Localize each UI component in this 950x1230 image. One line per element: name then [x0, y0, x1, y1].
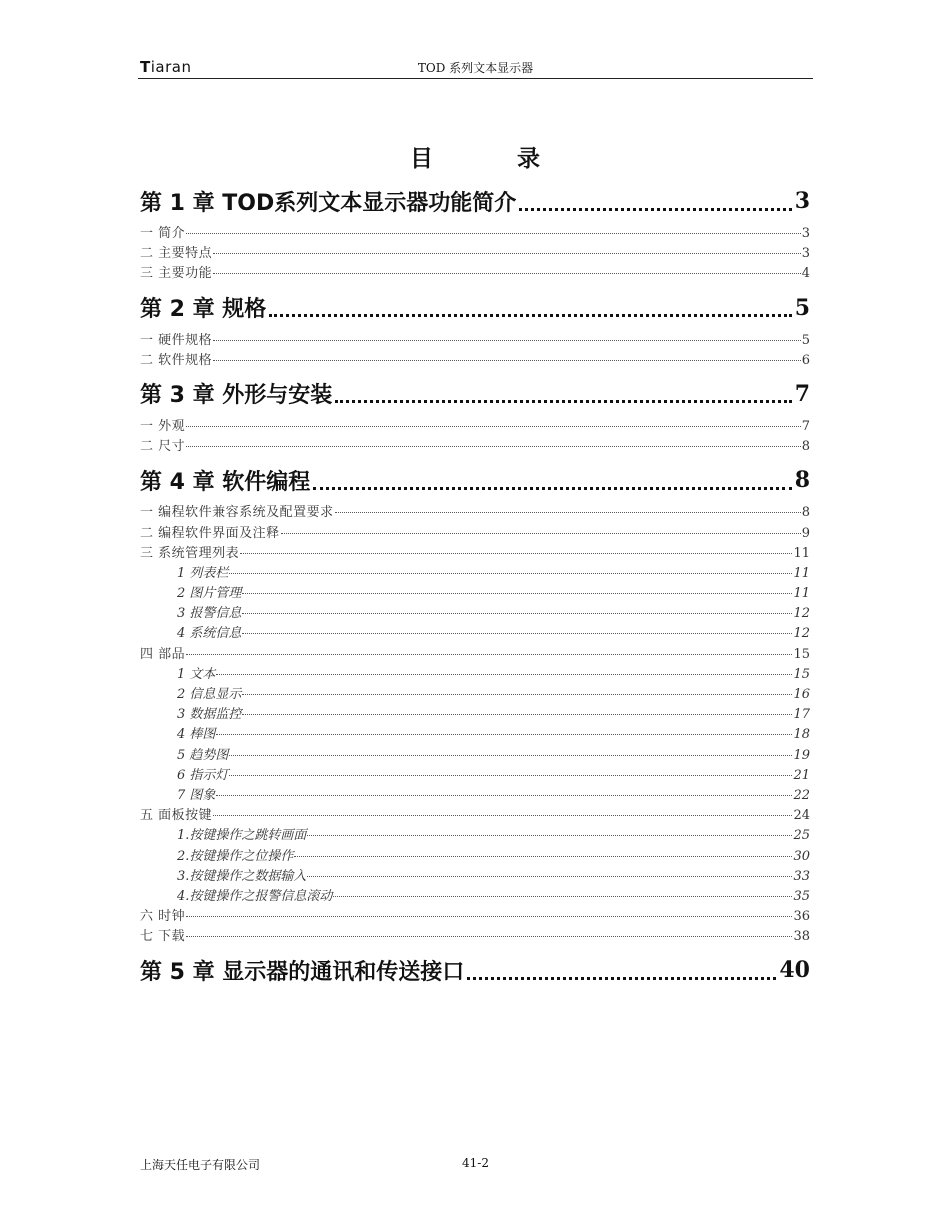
dot-leader [216, 795, 792, 796]
toc-entry-chapter[interactable] [140, 287, 810, 329]
dot-leader [216, 674, 792, 675]
toc-entry-label: 二 尺寸 [140, 439, 186, 455]
toc-entry-label: 一 简介 [140, 226, 186, 241]
toc-entry-sub[interactable] [140, 824, 810, 844]
toc-entry-page: 17 [793, 707, 810, 723]
toc-entry-label: 3 数据监控 [177, 707, 242, 723]
dot-leader [186, 446, 801, 447]
dot-leader [240, 553, 792, 554]
toc-entry-page: 6 [801, 352, 810, 368]
toc-entry-page: 33 [793, 868, 810, 884]
toc-entry-page: 30 [793, 848, 810, 864]
toc-entry-section[interactable] [140, 262, 810, 282]
company-logo: Tiaran [140, 58, 192, 76]
toc-entry-section[interactable] [140, 925, 810, 945]
toc-entry-page: 11 [793, 545, 810, 561]
toc-entry-page: 7 [801, 418, 810, 434]
toc-entry-page: 21 [793, 767, 810, 783]
toc-entry-label: 1.按键操作之跳转画面 [177, 828, 307, 844]
toc-entry-page: 11 [793, 565, 810, 581]
toc-entry-sub[interactable] [140, 764, 810, 784]
toc-entry-label: 一 编程软件兼容系统及配置要求 [140, 505, 334, 521]
toc-entry-page: 38 [793, 929, 810, 945]
toc-entry-page: 15 [793, 646, 810, 662]
dot-leader [307, 876, 792, 877]
toc-entry-section[interactable] [140, 435, 810, 455]
toc-entry-sub[interactable] [140, 845, 810, 865]
toc-entry-page: 11 [793, 586, 810, 602]
toc-entry-section[interactable] [140, 643, 810, 663]
toc-entry-label: 四 部品 [140, 646, 186, 662]
toc-entry-chapter[interactable] [140, 373, 810, 415]
dot-leader [242, 613, 792, 614]
toc-entry-label: 1 文本 [177, 666, 216, 682]
toc-entry-label: 二 编程软件界面及注释 [140, 525, 280, 541]
dot-leader [242, 593, 792, 594]
toc-entry-label: 2 图片管理 [177, 586, 242, 602]
toc-entry-label: 三 主要功能 [140, 266, 213, 282]
toc-entry-section[interactable] [140, 905, 810, 925]
toc-entry-page: 8 [794, 467, 810, 494]
dot-leader [229, 775, 792, 776]
dot-leader [307, 835, 792, 836]
toc-entry-chapter[interactable] [140, 949, 810, 991]
dot-leader [313, 487, 791, 490]
dot-leader [216, 734, 792, 735]
toc-entry-section[interactable] [140, 501, 810, 521]
toc-entry-page: 5 [794, 294, 810, 321]
toc-entry-sub[interactable] [140, 562, 810, 582]
dot-leader [467, 977, 776, 980]
toc-entry-label: 3 报警信息 [177, 606, 242, 622]
footer-page-number: 41-2 [462, 1156, 489, 1170]
toc-entry-label: 一 外观 [140, 418, 186, 434]
dot-leader [213, 253, 801, 254]
toc-entry-page: 12 [793, 626, 810, 642]
toc-entry-label: 五 面板按键 [140, 808, 213, 824]
toc-entry-page: 4 [801, 266, 810, 282]
toc-entry-sub[interactable] [140, 602, 810, 622]
toc-entry-section[interactable] [140, 542, 810, 562]
toc-entry-page: 24 [793, 808, 810, 824]
toc-entry-section[interactable] [140, 415, 810, 435]
toc-entry-sub[interactable] [140, 703, 810, 723]
toc-entry-page: 8 [801, 505, 810, 521]
toc-entry-page: 16 [793, 687, 810, 702]
toc-entry-label: 二 软件规格 [140, 352, 213, 368]
toc-entry-label: 七 下载 [140, 929, 186, 945]
toc-entry-label: 2 信息显示 [177, 687, 242, 702]
toc-entry-page: 18 [793, 727, 810, 743]
page-header [138, 56, 813, 79]
dot-leader [186, 233, 801, 234]
toc-entry-label: 六 时钟 [140, 909, 186, 925]
toc-entry-sub[interactable] [140, 865, 810, 885]
toc-entry-label: 第 1 章 TOD系列文本显示器功能简介 [140, 190, 517, 216]
dot-leader [186, 916, 792, 917]
dot-leader [213, 273, 801, 274]
toc-entry-label: 3.按键操作之数据输入 [177, 868, 307, 884]
dot-leader [281, 533, 801, 534]
toc-entry-label: 第 5 章 显示器的通讯和传送接口 [140, 959, 465, 985]
toc-entry-page: 36 [793, 909, 810, 925]
dot-leader [213, 815, 792, 816]
toc-entry-label: 2.按键操作之位操作 [177, 848, 294, 864]
toc-entry-label: 二 主要特点 [140, 246, 213, 262]
dot-leader [186, 936, 792, 937]
toc-entry-chapter[interactable] [140, 459, 810, 501]
toc-entry-page: 9 [801, 525, 810, 541]
toc-entry-sub[interactable] [140, 744, 810, 764]
toc-entry-page: 7 [794, 380, 810, 407]
toc-entry-label: 第 2 章 规格 [140, 297, 267, 323]
dot-leader [519, 208, 791, 211]
toc-entry-section[interactable] [140, 242, 810, 262]
toc-entry-page: 22 [793, 787, 810, 803]
toc-entry-page: 3 [794, 188, 810, 214]
toc-entry-sub[interactable] [140, 582, 810, 602]
toc-entry-sub[interactable] [140, 683, 810, 703]
toc-entry-label: 第 4 章 软件编程 [140, 469, 311, 495]
dot-leader [213, 340, 801, 341]
toc-entry-section[interactable] [140, 804, 810, 824]
dot-leader [229, 573, 792, 574]
dot-leader [229, 755, 792, 756]
toc-entry-sub[interactable] [140, 663, 810, 683]
document-title: TOD 系列文本显示器 [417, 61, 534, 75]
toc-entry-label: 4 系统信息 [177, 626, 242, 642]
toc-entry-label: 4.按键操作之报警信息滚动 [177, 888, 333, 904]
footer-company: 上海天任电子有限公司 [140, 1158, 261, 1172]
toc-entry-label: 5 趋势图 [177, 747, 229, 763]
dot-leader [333, 896, 792, 897]
dot-leader [186, 426, 801, 427]
toc-entry-label: 第 3 章 外形与安装 [140, 383, 333, 409]
table-of-contents [140, 176, 810, 991]
toc-entry-page: 19 [793, 747, 810, 763]
toc-entry-label: 6 指示灯 [177, 767, 229, 783]
toc-entry-sub[interactable] [140, 885, 810, 905]
toc-entry-section[interactable] [140, 349, 810, 369]
toc-entry-page: 8 [801, 439, 810, 455]
dot-leader [213, 360, 801, 361]
toc-entry-label: 一 硬件规格 [140, 332, 213, 348]
toc-entry-section[interactable] [140, 522, 810, 542]
toc-entry-label: 4 棒图 [177, 727, 216, 743]
toc-entry-chapter[interactable] [140, 180, 810, 222]
dot-leader [242, 694, 792, 695]
toc-entry-page: 40 [779, 957, 810, 984]
toc-entry-sub[interactable] [140, 784, 810, 804]
toc-entry-page: 12 [793, 606, 810, 622]
toc-entry-sub[interactable] [140, 723, 810, 743]
toc-entry-label: 1 列表栏 [177, 565, 229, 581]
dot-leader [269, 314, 791, 317]
toc-entry-page: 35 [793, 888, 810, 904]
toc-entry-label: 三 系统管理列表 [140, 545, 240, 561]
toc-entry-section[interactable] [140, 222, 810, 242]
dot-leader [294, 856, 792, 857]
toc-entry-section[interactable] [140, 329, 810, 349]
toc-heading: 目录 [410, 146, 624, 172]
toc-entry-label: 7 图象 [177, 787, 216, 803]
toc-entry-page: 3 [801, 226, 810, 241]
dot-leader [335, 512, 801, 513]
toc-entry-page: 5 [801, 332, 810, 348]
toc-entry-page: 3 [801, 246, 810, 262]
dot-leader [242, 714, 792, 715]
toc-entry-sub[interactable] [140, 622, 810, 642]
toc-entry-page: 25 [793, 828, 810, 844]
dot-leader [335, 400, 791, 403]
toc-entry-page: 15 [793, 666, 810, 682]
dot-leader [186, 654, 792, 655]
dot-leader [242, 633, 792, 634]
